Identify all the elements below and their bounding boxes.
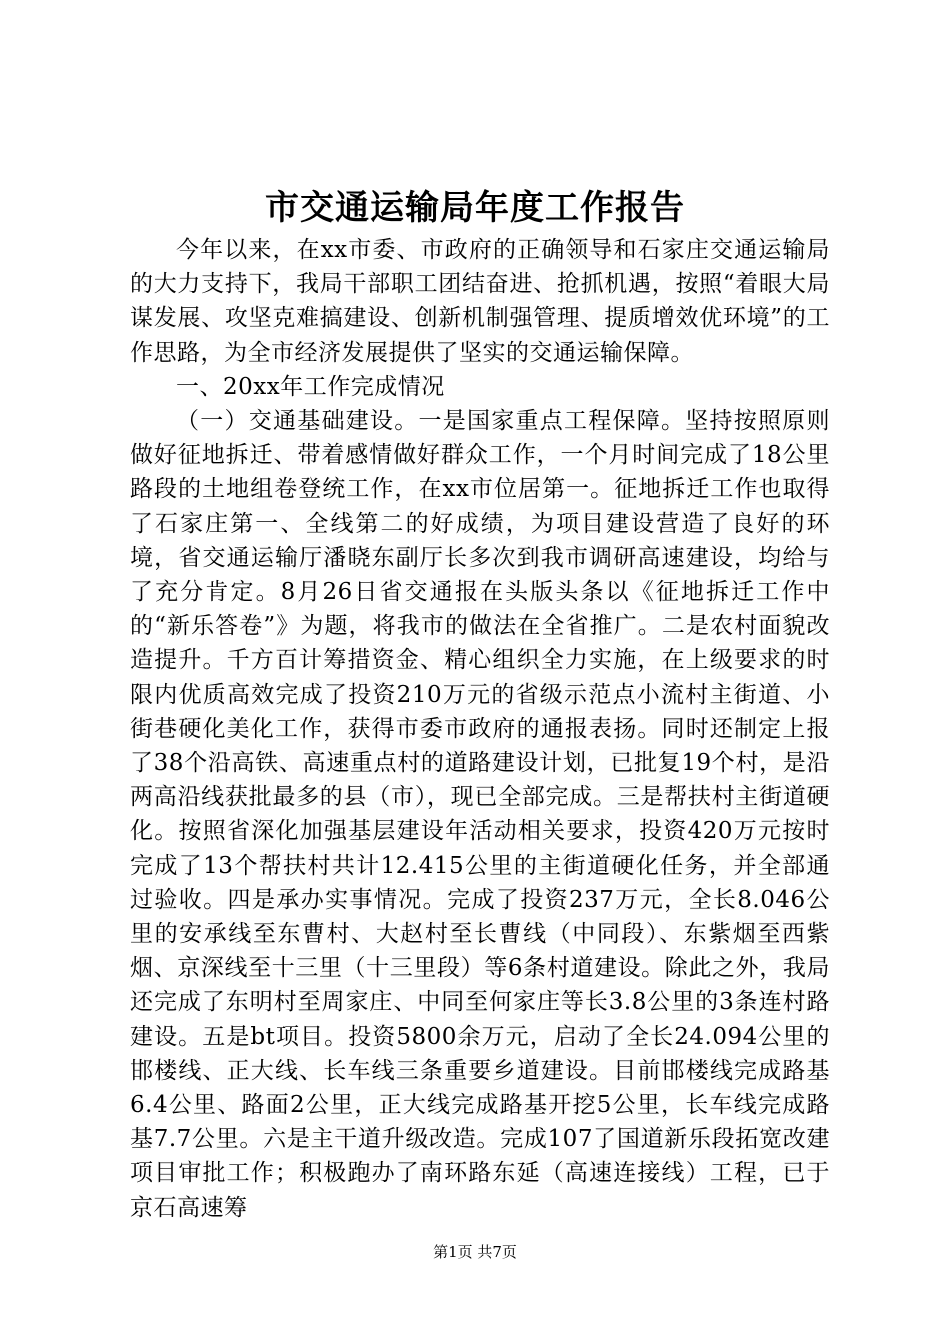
section-heading: 一、20xx年工作完成情况 [176,373,445,400]
document-title: 市交通运输局年度工作报告 [265,188,685,228]
page-footer: 第1页 共7页 [433,1243,517,1261]
body-paragraph: （一）交通基础建设。一是国家重点工程保障。坚持按照原则做好征地拆迁、带着感情做好群众工作，一个月时间完成了18公里路段的土地组卷登统工作，在xx市位居第一。征地拆迁工作也取得了石家庄第一、全线第二的好成绩，为项目建设营造了良好的环境，省交通运输厅潘晓东副厅长多次到我市调研高速建设，均给与了充分肯定。8月26日省交通报在头版头条以《征地拆迁工作中的“新乐答卷”》为题，将我市的做法在全省推广。二是农村面貌改造提升。千方百计筹措资金、精心组织全力实施，在上级要求的时限内优质高效完成了投资210万元的省级示范点小流村主街道、小街巷硬化美化工作，获得市委市政府的通报表扬。同时还制定上报了38个沿高铁、高速重点村的道路建设计划，已批复19个村，是沿两高沿线获批最多的县（市），现已全部完成。三是帮扶村主街道硬化。按照省深化加强基层建设年活动相关要求，投资420万元按时完成了13个帮扶村共计12.415公里的主街道硬化任务，并全部通过验收。四是承办实事情况。完成了投资237万元，全长8.046公里的安承线至东曹村、大赵村至长曹线（中同段）、东紫烟至西紫烟、京深线至十三里（十三里段）等6条村道建设。除此之外，我局还完成了东明村至周家庄、中同至何家庄等长3.8公里的3条连村路建设。五是bt项目。投资5800余万元，启动了全长24.094公里的邯楼线、正大线、长车线三条重要乡道建设。目前邯楼线完成路基6.4公里、路面2公里，正大线完成路基开挖5公里，长车线完成路基7.7公里。六是主干道升级改造。完成107了国道新乐段拓宽改建项目审批工作；积极跑办了南环路东延（高速连接线）工程，已于京石高速筹 [130,408,830,1221]
document-body [130,233,830,1225]
intro-paragraph: 今年以来，在xx市委、市政府的正确领导和石家庄交通运输局的大力支持下，我局干部职工团结奋进、抢抓机遇，按照“着眼大局谋发展、攻坚克难搞建设、创新机制强管理、提质增效优环境”的工作思路，为全市经济发展提供了坚实的交通运输保障。 [130,237,830,366]
